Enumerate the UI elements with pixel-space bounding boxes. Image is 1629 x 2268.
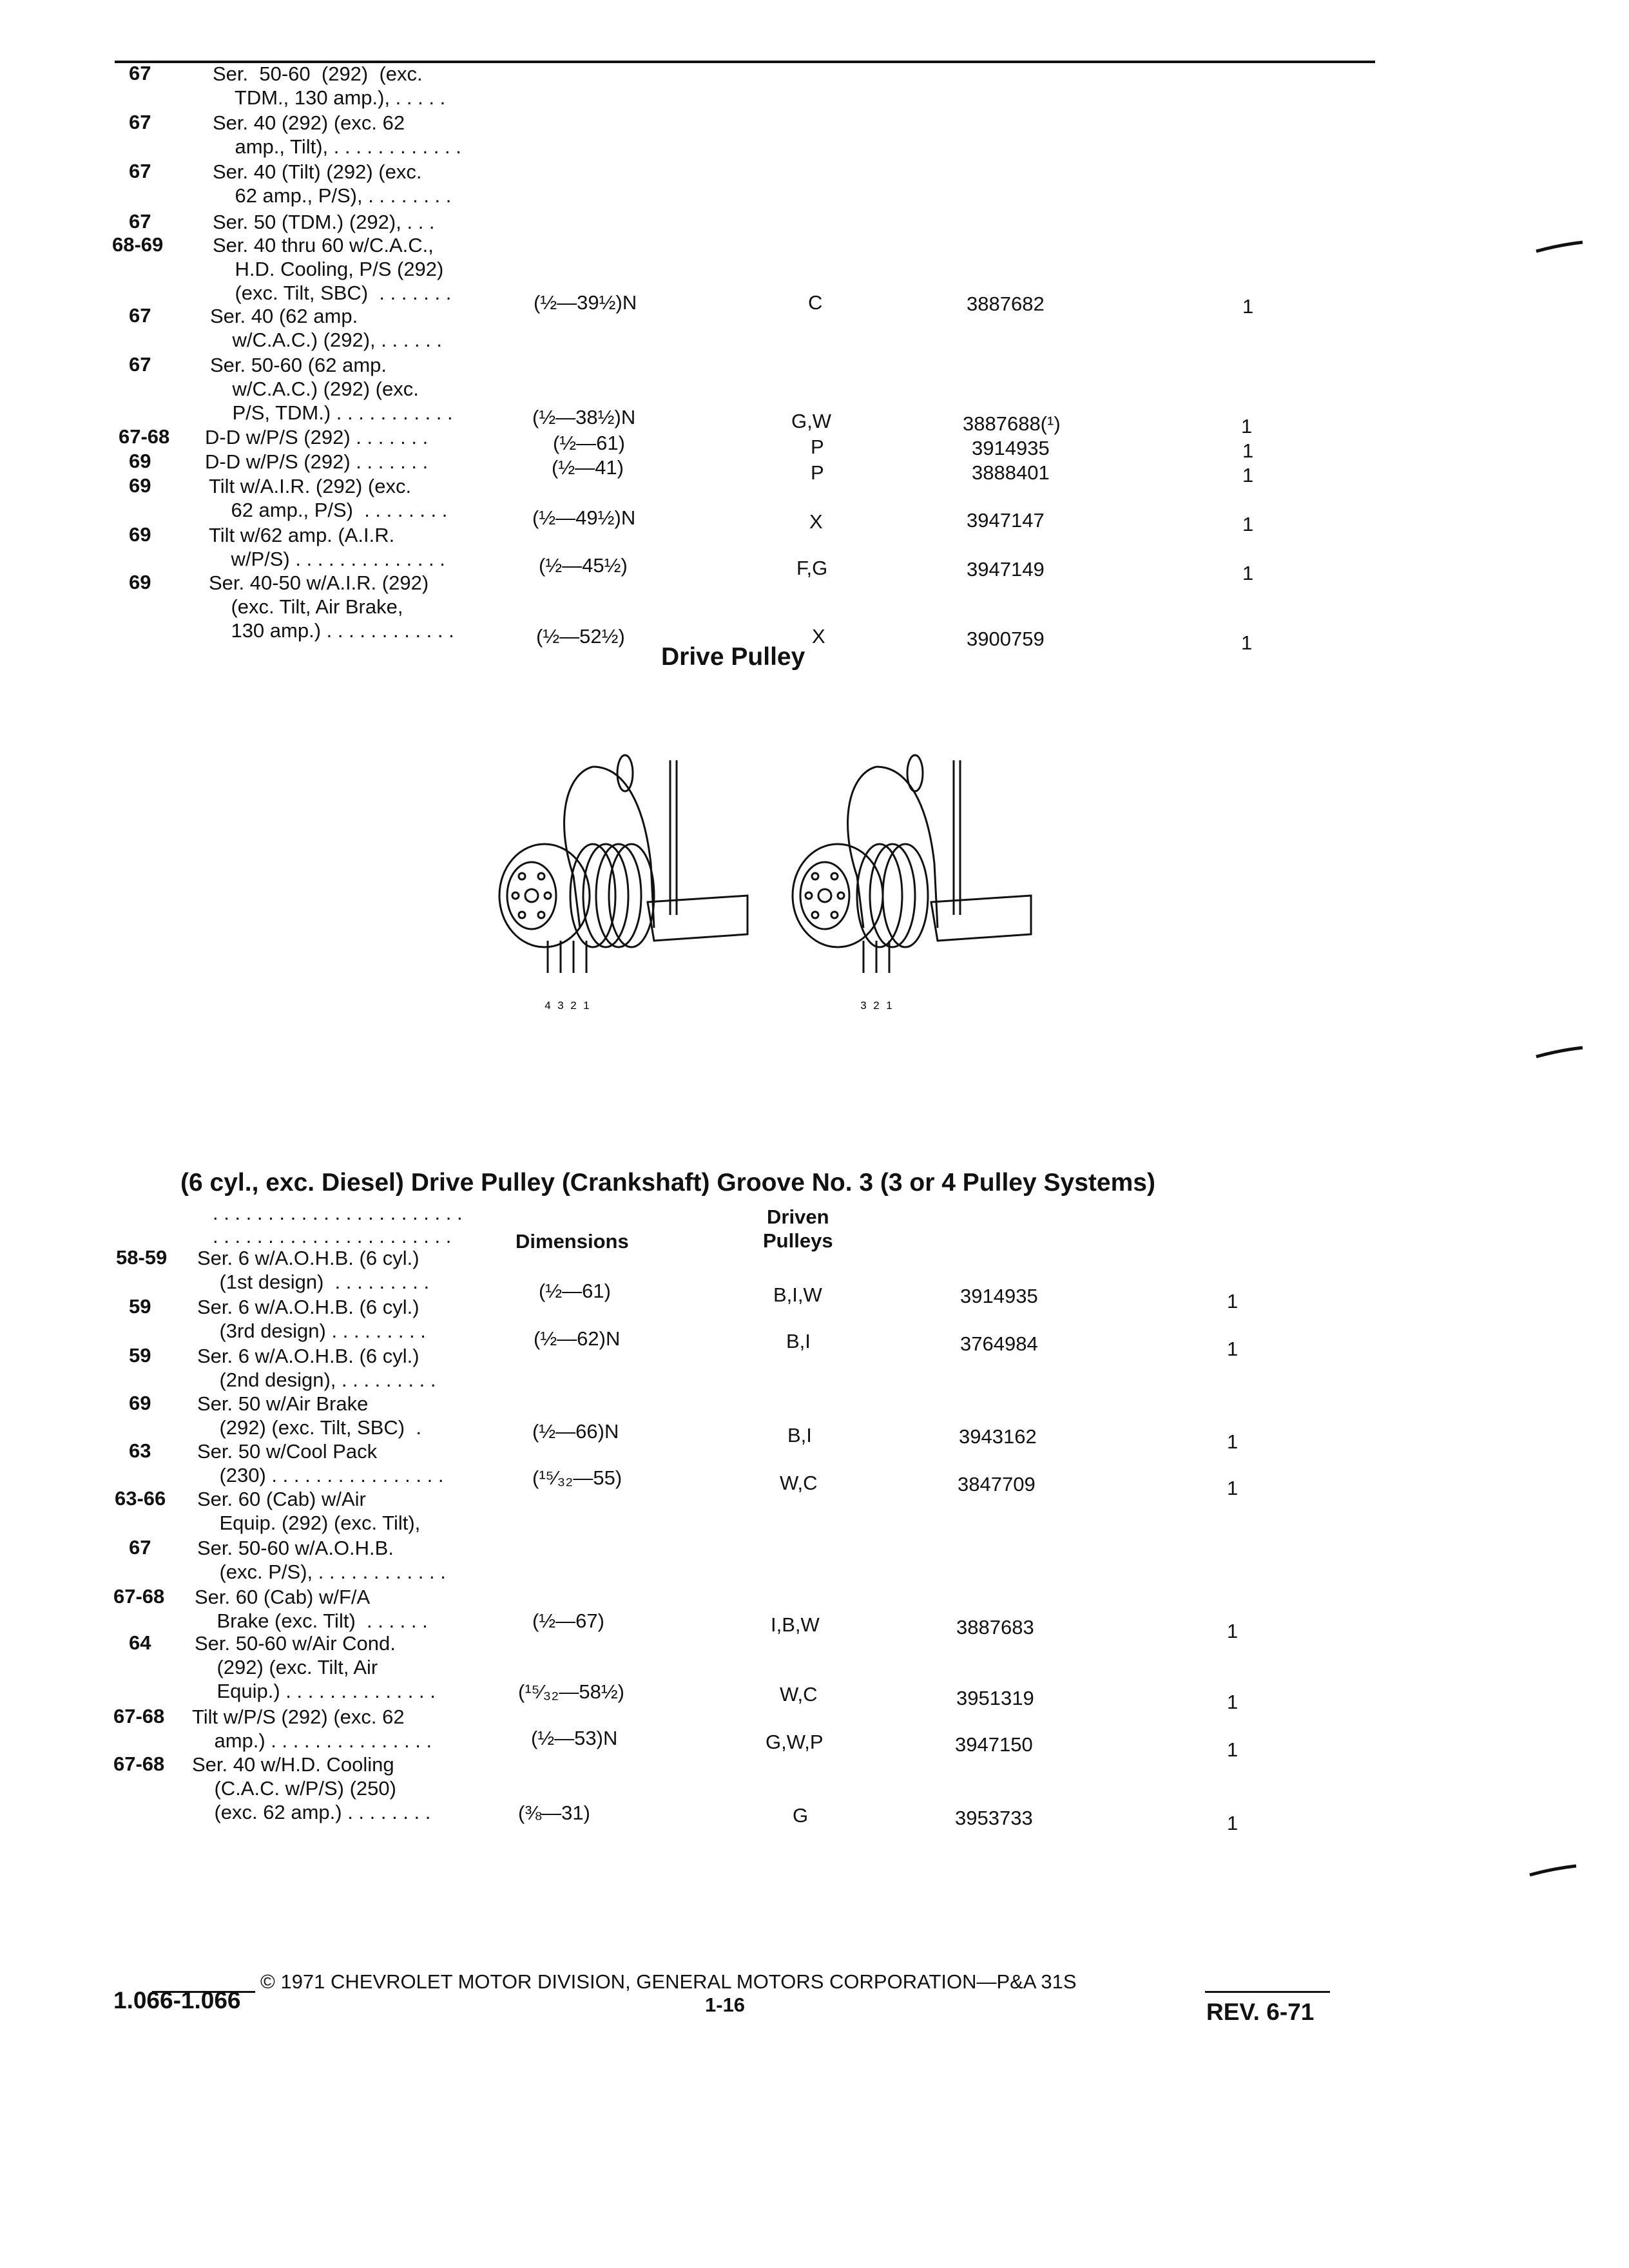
row-part-number: 3951319 bbox=[956, 1687, 1034, 1709]
row-description: Ser. 40 (62 amp. w/C.A.C.) (292), . . . . . . bbox=[210, 305, 443, 351]
row-year: 67 bbox=[129, 353, 151, 376]
row-year: 63 bbox=[129, 1439, 151, 1462]
row-dimensions: (½—61) bbox=[539, 1280, 611, 1302]
row-description: D-D w/P/S (292) . . . . . . . bbox=[205, 450, 429, 473]
row-driven: G,W,P bbox=[766, 1731, 824, 1753]
groove-label: 2 bbox=[570, 999, 577, 1012]
column-header-driven-pulleys: Driven Pulleys bbox=[763, 1206, 833, 1252]
groove-label: 3 bbox=[860, 999, 867, 1012]
row-year: 68-69 bbox=[112, 233, 164, 256]
row-part-number: 3943162 bbox=[959, 1425, 1037, 1448]
groove-label: 4 bbox=[545, 999, 551, 1012]
row-description: Ser. 50-60 (292) (exc. TDM., 130 amp.), . . . . . bbox=[213, 62, 446, 109]
row-description: Ser. 6 w/A.O.H.B. (6 cyl.) (3rd design) . . . . . . . . . bbox=[197, 1296, 426, 1342]
row-driven: P bbox=[811, 436, 824, 458]
row-description: Ser. 40 w/H.D. Cooling (C.A.C. w/P/S) (250) (exc. 62 amp.) . . . . . . . . bbox=[192, 1753, 431, 1823]
row-driven: I,B,W bbox=[771, 1613, 820, 1636]
row-quantity: 1 bbox=[1241, 631, 1253, 654]
row-year: 69 bbox=[129, 571, 151, 593]
row-part-number: 3900759 bbox=[967, 628, 1045, 650]
row-dimensions: (½—38½)N bbox=[532, 406, 636, 428]
footer-rule-right bbox=[1205, 1991, 1330, 1993]
row-dimensions: (½—66)N bbox=[532, 1420, 619, 1443]
row-dimensions: (½—67) bbox=[532, 1610, 604, 1632]
row-quantity: 1 bbox=[1227, 1290, 1239, 1312]
row-description: Ser. 40 (292) (exc. 62 amp., Tilt), . . . . . . . . . . . . bbox=[213, 111, 461, 158]
row-description: Tilt w/P/S (292) (exc. 62 amp.) . . . . . . . . . . . . . . . bbox=[192, 1706, 432, 1752]
row-dimensions: (½—45½) bbox=[539, 554, 628, 577]
row-part-number: 3887683 bbox=[956, 1616, 1034, 1639]
row-year: 67 bbox=[129, 160, 151, 182]
groove-label: 1 bbox=[886, 999, 892, 1012]
pulley-assembly-3-groove bbox=[793, 755, 1031, 973]
row-driven: P bbox=[811, 461, 824, 484]
row-part-number: 3953733 bbox=[955, 1807, 1033, 1829]
row-year: 63-66 bbox=[115, 1487, 166, 1510]
margin-mark bbox=[1534, 1044, 1585, 1063]
row-driven: C bbox=[808, 291, 823, 314]
row-year: 67-68 bbox=[119, 425, 170, 448]
row-driven: B,I bbox=[786, 1330, 811, 1352]
row-description: D-D w/P/S (292) . . . . . . . bbox=[205, 426, 429, 448]
revision-label: REV. 6-71 bbox=[1206, 1999, 1315, 2025]
row-description: Ser. 40 (Tilt) (292) (exc. 62 amp., P/S), . . . . . . . . bbox=[213, 160, 452, 207]
section-title: (6 cyl., exc. Diesel) Drive Pulley (Crankshaft) Groove No. 3 (3 or 4 Pulley Systems) bbox=[180, 1169, 1155, 1196]
row-description: Ser. 50-60 w/A.O.H.B. (exc. P/S), . . . . . . . . . . . . bbox=[197, 1537, 446, 1583]
row-driven: X bbox=[809, 510, 823, 533]
groove-label: 1 bbox=[583, 999, 590, 1012]
row-driven: X bbox=[812, 625, 825, 648]
row-year: 67-68 bbox=[113, 1585, 165, 1608]
row-part-number: 3887682 bbox=[967, 293, 1045, 315]
row-year: 69 bbox=[129, 1392, 151, 1414]
footer-code: 1.066-1.066 bbox=[113, 1987, 241, 2013]
row-year: 67 bbox=[129, 210, 151, 233]
row-description: Ser. 50 w/Air Brake (292) (exc. Tilt, SBC) . bbox=[197, 1392, 421, 1439]
row-description: Ser. 60 (Cab) w/Air Equip. (292) (exc. Tilt), bbox=[197, 1488, 421, 1534]
row-year: 59 bbox=[129, 1295, 151, 1318]
row-dimensions: (⅜—31) bbox=[518, 1802, 590, 1824]
row-quantity: 1 bbox=[1227, 1477, 1239, 1499]
row-quantity: 1 bbox=[1242, 562, 1254, 584]
row-dimensions: (½—62)N bbox=[534, 1327, 621, 1350]
row-driven: B,I bbox=[787, 1424, 812, 1446]
groove-label: 2 bbox=[873, 999, 880, 1012]
row-description: Tilt w/62 amp. (A.I.R. w/P/S) . . . . . . . . . . . . . . bbox=[209, 524, 445, 570]
drive-pulley-illustration bbox=[477, 747, 1057, 1031]
row-year: 67-68 bbox=[113, 1753, 165, 1775]
row-dimensions: (¹⁵⁄₃₂—58½) bbox=[518, 1680, 624, 1703]
row-description: Ser. 40 thru 60 w/C.A.C., H.D. Cooling, P/S (292) (exc. Tilt, SBC) . . . . . . . bbox=[213, 234, 452, 304]
row-part-number: 3947150 bbox=[955, 1733, 1033, 1756]
row-driven: F,G bbox=[796, 557, 828, 579]
row-year: 69 bbox=[129, 450, 151, 472]
row-quantity: 1 bbox=[1227, 1812, 1239, 1834]
row-dimensions: (½—39½)N bbox=[534, 291, 637, 314]
row-quantity: 1 bbox=[1242, 295, 1254, 318]
row-part-number: 3914935 bbox=[972, 437, 1050, 459]
row-quantity: 1 bbox=[1241, 415, 1253, 437]
row-quantity: 1 bbox=[1242, 439, 1254, 462]
row-part-number: 3947147 bbox=[967, 509, 1045, 532]
row-description: Ser. 6 w/A.O.H.B. (6 cyl.) (2nd design), . . . . . . . . . bbox=[197, 1345, 436, 1391]
row-quantity: 1 bbox=[1227, 1691, 1239, 1713]
row-year: 69 bbox=[129, 474, 151, 497]
row-dimensions: (½—41) bbox=[552, 456, 624, 479]
row-dimensions: (½—52½) bbox=[536, 625, 625, 648]
row-part-number: 3847709 bbox=[958, 1473, 1036, 1495]
row-part-number: 3888401 bbox=[972, 461, 1050, 484]
row-year: 67 bbox=[129, 1536, 151, 1559]
row-year: 67 bbox=[129, 304, 151, 327]
row-description: Ser. 50-60 (62 amp. w/C.A.C.) (292) (exc. P/S, TDM.) . . . . . . . . . . . bbox=[210, 354, 453, 424]
footer-copyright: © 1971 CHEVROLET MOTOR DIVISION, GENERAL MOTORS CORPORATION—P&A 31S bbox=[260, 1970, 1077, 1993]
row-part-number: 3914935 bbox=[960, 1285, 1038, 1307]
row-year: 67-68 bbox=[113, 1705, 165, 1727]
groove-label: 3 bbox=[557, 999, 564, 1012]
pulley-assembly-4-groove bbox=[499, 755, 747, 973]
row-year: 67 bbox=[129, 111, 151, 133]
row-year: 67 bbox=[129, 62, 151, 84]
row-quantity: 1 bbox=[1227, 1620, 1239, 1642]
row-description: Tilt w/A.I.R. (292) (exc. 62 amp., P/S) . . . . . . . . bbox=[209, 475, 448, 521]
row-description: Ser. 50-60 w/Air Cond. (292) (exc. Tilt, Air Equip.) . . . . . . . . . . . . . . bbox=[195, 1632, 436, 1702]
row-part-number: 3947149 bbox=[967, 558, 1045, 581]
row-year: 59 bbox=[129, 1344, 151, 1367]
row-dimensions: (½—61) bbox=[553, 432, 625, 454]
row-quantity: 1 bbox=[1227, 1338, 1239, 1360]
row-driven: G,W bbox=[791, 410, 831, 432]
row-driven: G bbox=[793, 1804, 809, 1827]
row-year: 58-59 bbox=[116, 1246, 168, 1269]
row-year: 69 bbox=[129, 523, 151, 546]
figure-caption: Drive Pulley bbox=[661, 643, 805, 671]
leader-dots: . . . . . . . . . . . . . . . . . . . . . . . bbox=[213, 1202, 463, 1224]
row-driven: W,C bbox=[780, 1472, 818, 1494]
row-description: Ser. 60 (Cab) w/F/A Brake (exc. Tilt) . . . . . . bbox=[195, 1586, 428, 1632]
margin-mark bbox=[1527, 1862, 1579, 1881]
row-dimensions: (½—53)N bbox=[531, 1727, 618, 1749]
row-description: Ser. 50 w/Cool Pack (230) . . . . . . . . . . . . . . . . bbox=[197, 1440, 444, 1486]
row-quantity: 1 bbox=[1227, 1738, 1239, 1761]
row-driven: B,I,W bbox=[773, 1283, 822, 1306]
row-part-number: 3887688(¹) bbox=[963, 412, 1061, 435]
row-driven: W,C bbox=[780, 1683, 818, 1706]
row-year: 64 bbox=[129, 1631, 151, 1654]
row-quantity: 1 bbox=[1242, 464, 1254, 486]
row-dimensions: (½—49½)N bbox=[532, 506, 636, 529]
row-part-number: 3764984 bbox=[960, 1332, 1038, 1355]
page-number: 1-16 bbox=[705, 1994, 746, 2016]
row-description: Ser. 50 (TDM.) (292), . . . bbox=[213, 211, 435, 233]
row-description: Ser. 6 w/A.O.H.B. (6 cyl.) (1st design) . . . . . . . . . bbox=[197, 1247, 430, 1293]
margin-mark bbox=[1534, 238, 1585, 258]
row-quantity: 1 bbox=[1227, 1430, 1239, 1453]
row-quantity: 1 bbox=[1242, 513, 1254, 535]
column-header-dimensions: Dimensions bbox=[516, 1230, 629, 1253]
leader-dots: . . . . . . . . . . . . . . . . . . . . . . bbox=[213, 1225, 452, 1247]
row-description: Ser. 40-50 w/A.I.R. (292) (exc. Tilt, Air Brake, 130 amp.) . . . . . . . . . . . . bbox=[209, 572, 454, 642]
row-dimensions: (¹⁵⁄₃₂—55) bbox=[532, 1466, 622, 1489]
